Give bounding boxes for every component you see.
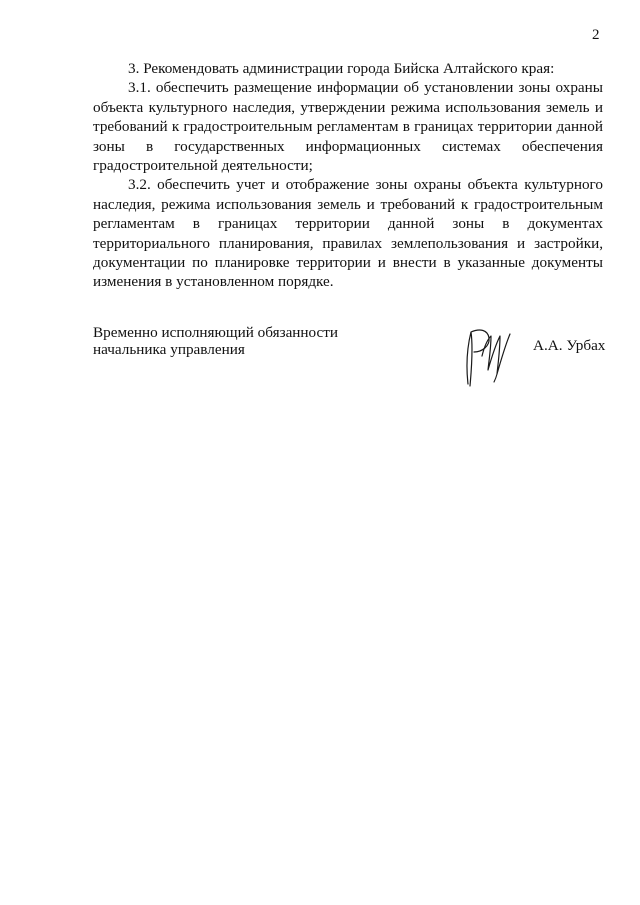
signer-name: А.А. Урбах <box>533 337 606 354</box>
paragraph-3-1: 3.1. обеспечить размещение информации об установлении зоны охраны объекта культурного наследия, утверждении режима использования земель и требований к градостроительным регламентам в границах территории данной зоны в государственных информационных системах обеспечения градостроительной деятельности; <box>93 79 603 175</box>
signature-block <box>93 324 608 404</box>
signer-position-line1: Временно исполняющий обязанности <box>93 324 339 341</box>
handwritten-signature <box>458 326 520 396</box>
signer-position-line2: начальника управления <box>93 341 245 358</box>
signer-position <box>93 324 373 358</box>
document-body <box>93 59 603 292</box>
page-number: 2 <box>592 27 600 43</box>
paragraph-recommendation: 3. Рекомендовать администрации города Бийска Алтайского края: <box>128 60 555 77</box>
paragraph-3-2: 3.2. обеспечить учет и отображение зоны охраны объекта культурного наследия, режима использования земель и требований к градостроительным регламентам в границах территории данной зоны в документах территориального планирования, правилах землепользования и застройки, документации по планировке территории и внести в указанные документы изменения в установленном порядке. <box>93 176 603 291</box>
